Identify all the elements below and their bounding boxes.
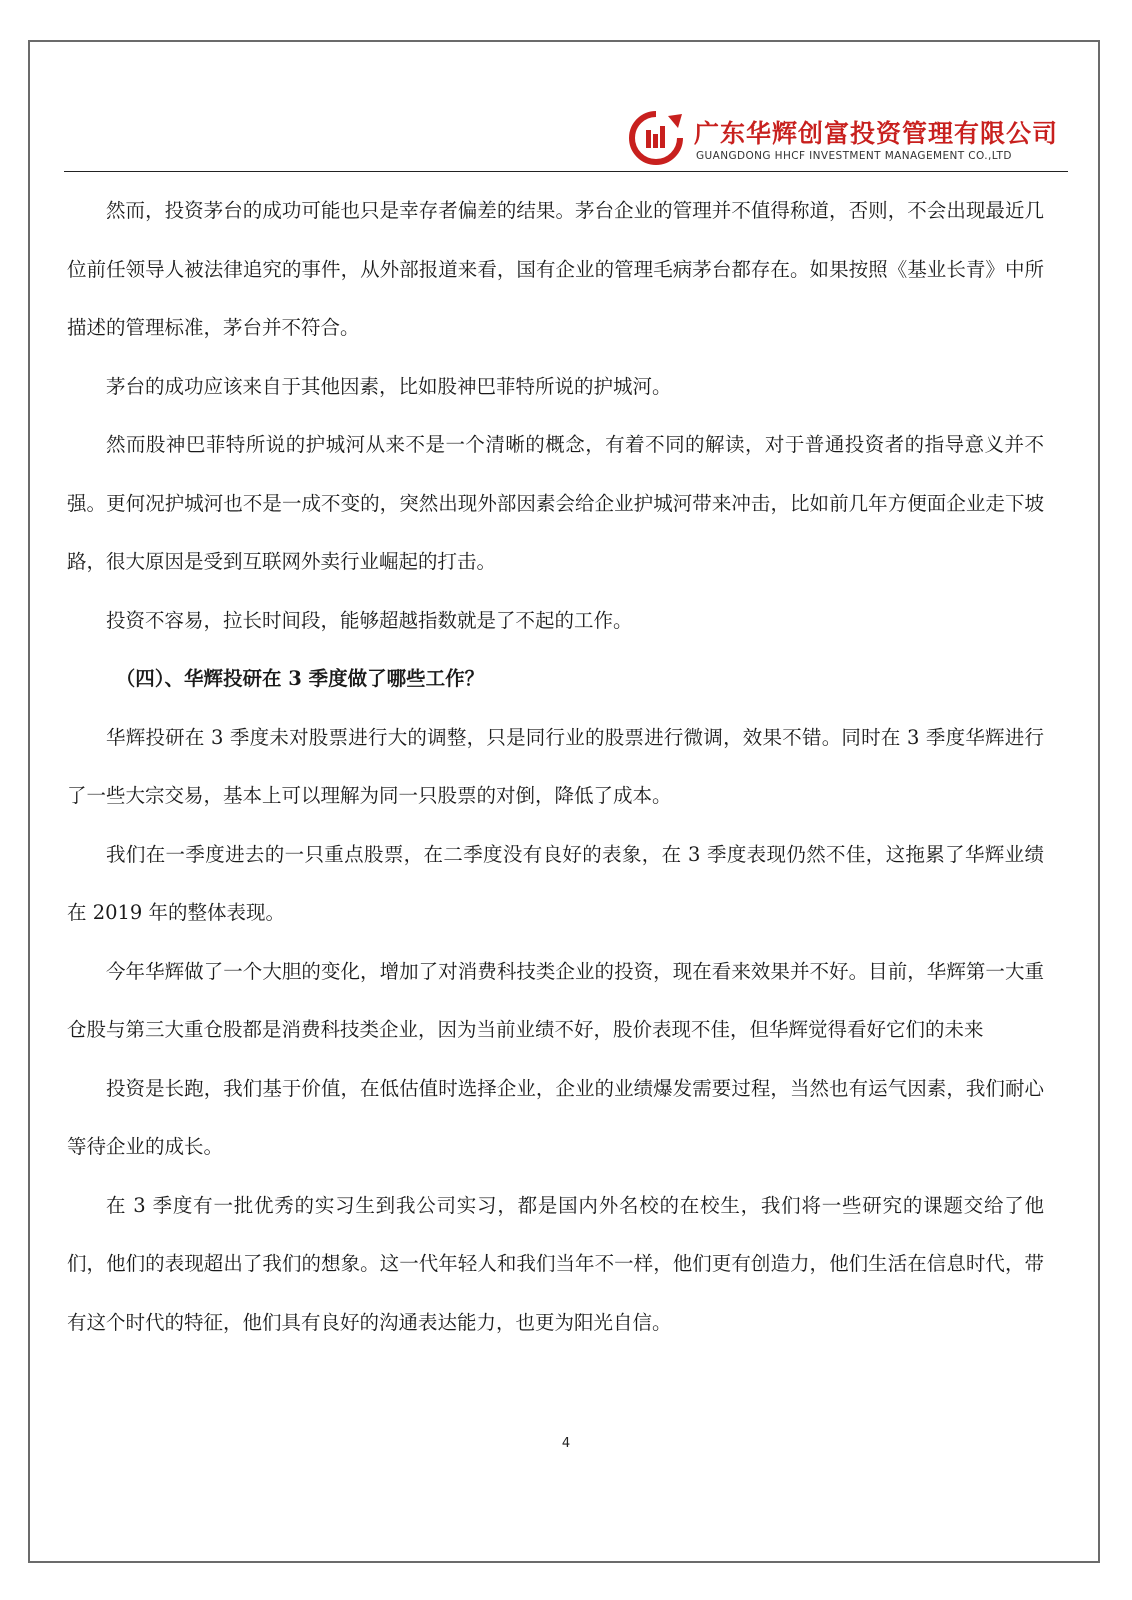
paragraph: 投资不容易，拉长时间段，能够超越指数就是了不起的工作。 <box>106 608 633 632</box>
page-number: 4 <box>561 1436 571 1451</box>
paragraph: 华辉投研在 3 季度未对股票进行大的调整，只是同行业的股票进行微调，效果不错。同时在 3 季度华辉进行了一些大宗交易，基本上可以理解为同一只股票的对倒，降低了成本。 <box>67 725 1044 807</box>
letterhead <box>628 110 1059 172</box>
company-name-cn: 广东华辉创富投资管理有限公司 <box>694 119 1059 148</box>
paragraph: 在 3 季度有一批优秀的实习生到我公司实习，都是国内外名校的在校生，我们将一些研究的课题交给了他们，他们的表现超出了我们的想象。这一代年轻人和我们当年不一样，他们更有创造力，他们生活在信息时代，带有这个时代的特征，他们具有良好的沟通表达能力，也更为阳光自信。 <box>67 1193 1044 1334</box>
paragraph: 茅台的成功应该来自于其他因素，比如股神巴菲特所说的护城河。 <box>106 374 672 398</box>
paragraph: 然而，投资茅台的成功可能也只是幸存者偏差的结果。茅台企业的管理并不值得称道，否则，不会出现最近几位前任领导人被法律追究的事件，从外部报道来看，国有企业的管理毛病茅台都存在。如果按照《基业长青》中所描述的管理标准，茅台并不符合。 <box>67 199 1044 339</box>
document-body <box>67 182 1044 1352</box>
company-name-en: GUANGDONG HHCF INVESTMENT MANAGEMENT CO.,LTD <box>696 150 1012 162</box>
header-divider <box>64 171 1068 172</box>
paragraph: 然而股神巴菲特所说的护城河从来不是一个清晰的概念，有着不同的解读，对于普通投资者的指导意义并不强。更何况护城河也不是一成不变的，突然出现外部因素会给企业护城河带来冲击，比如前几年方便面企业走下坡路，很大原因是受到互联网外卖行业崛起的打击。 <box>67 433 1044 573</box>
section-heading: （四）、华辉投研在 3 季度做了哪些工作？ <box>115 667 485 690</box>
paragraph: 今年华辉做了一个大胆的变化，增加了对消费科技类企业的投资，现在看来效果并不好。目前，华辉第一大重仓股与第三大重仓股都是消费科技类企业，因为当前业绩不好，股价表现不佳，但华辉觉得看好它们的未来 <box>67 959 1044 1041</box>
hhcf-logo-icon <box>628 110 684 166</box>
paragraph: 投资是长跑，我们基于价值，在低估值时选择企业，企业的业绩爆发需要过程，当然也有运气因素，我们耐心等待企业的成长。 <box>67 1076 1044 1158</box>
paragraph: 我们在一季度进去的一只重点股票，在二季度没有良好的表象，在 3 季度表现仍然不佳，这拖累了华辉业绩在 2019 年的整体表现。 <box>67 842 1044 924</box>
